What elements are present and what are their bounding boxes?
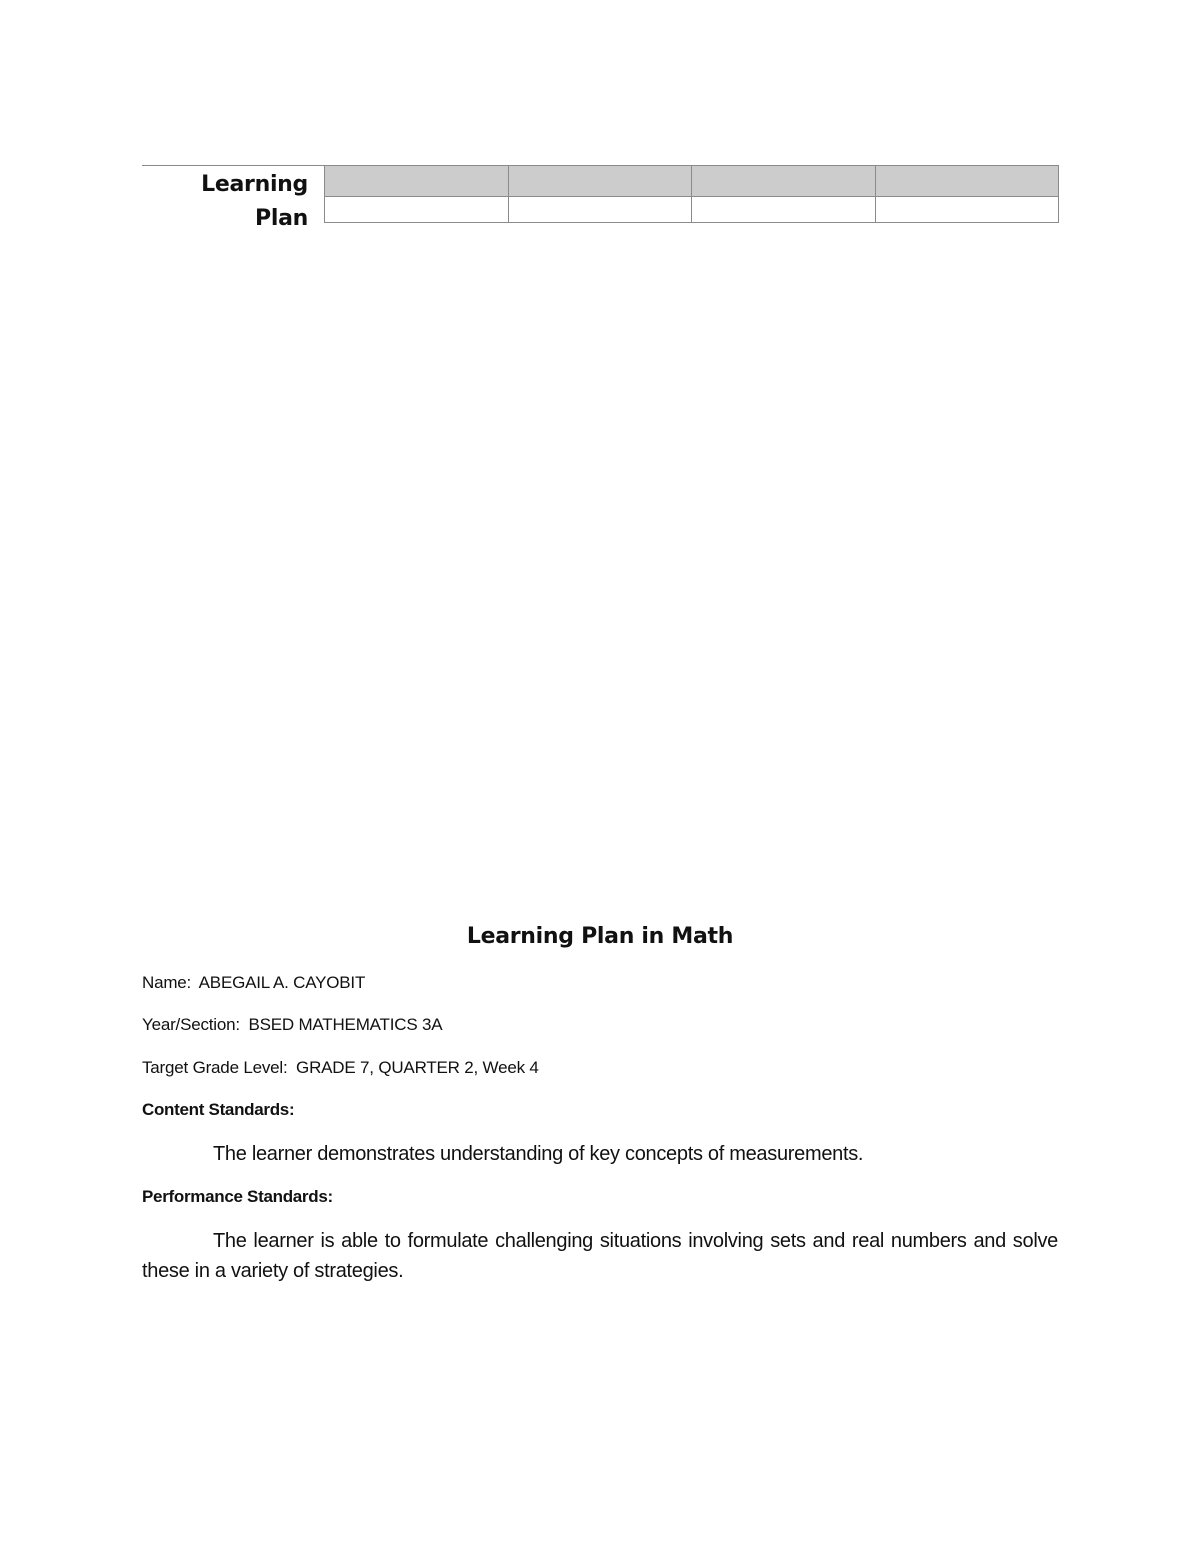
grade-level-label: Target Grade Level:	[142, 1058, 288, 1077]
name-label: Name:	[142, 973, 192, 992]
year-section-value: BSED MATHEMATICS 3A	[248, 1015, 443, 1034]
header-grid-cell	[508, 197, 692, 223]
name-value: ABEGAIL A. CAYOBIT	[198, 973, 366, 992]
grade-level-value: GRADE 7, QUARTER 2, Week 4	[296, 1058, 539, 1077]
header-grid-cell	[875, 166, 1059, 197]
header-grid-cell	[508, 166, 692, 197]
year-section-label: Year/Section:	[142, 1015, 240, 1034]
content-standards-heading: Content Standards:	[142, 1100, 295, 1119]
header-grid-cell	[325, 166, 509, 197]
header-grid-cell	[692, 197, 876, 223]
header-grid-cell	[692, 166, 876, 197]
performance-standards-heading: Performance Standards:	[142, 1187, 333, 1206]
header-grid-shaded-row	[325, 166, 1059, 197]
header-label: Learning Plan	[201, 172, 308, 231]
header-grid	[324, 165, 1059, 223]
performance-standards-text: The learner is able to formulate challenging situations involving sets and real numbers and solve these in a variety of strategies.	[142, 1230, 1058, 1282]
header-grid-cell	[325, 197, 509, 223]
header-rule	[142, 165, 325, 166]
header-grid-cell	[875, 197, 1059, 223]
year-section-line	[142, 1013, 442, 1037]
content-standards-text: The learner demonstrates understanding of key concepts of measurements.	[213, 1143, 864, 1165]
name-line	[142, 971, 365, 995]
document-title: Learning Plan in Math	[466, 924, 734, 949]
grade-level-line	[142, 1056, 539, 1080]
header-grid-blank-row	[325, 197, 1059, 223]
